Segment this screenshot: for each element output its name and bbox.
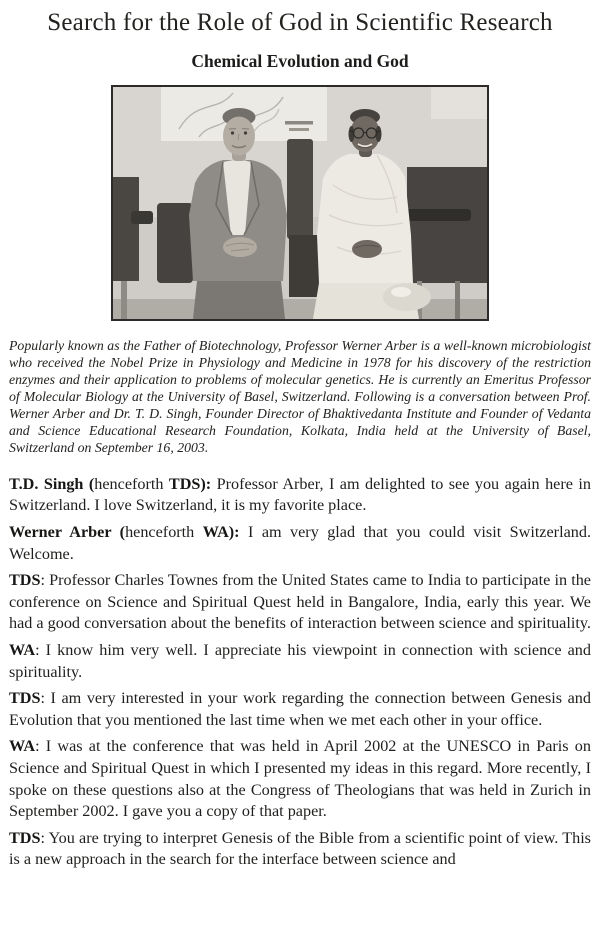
speaker-tag-bold: WA [9, 737, 36, 756]
speaker-tag-bold: TDS [9, 828, 41, 847]
dialogue-paragraph-tds-3 [9, 688, 591, 731]
speaker-infix: henceforth [94, 474, 169, 493]
speech-text: : I know him very well. I appreciate his viewpoint in connection with science and spirituality. [9, 641, 591, 681]
photo-werner-arber-and-td-singh [113, 87, 487, 319]
speaker-infix: henceforth [125, 523, 203, 542]
dialogue-paragraph-wa-1 [9, 522, 591, 565]
speaker-tag-bold: TDS): [168, 474, 212, 493]
speaker-tag-bold: WA [9, 641, 36, 660]
dialogue-paragraph-wa-2 [9, 640, 591, 683]
speaker-name-bold: T.D. Singh ( [9, 474, 95, 493]
speaker-name-bold: Werner Arber ( [9, 523, 126, 542]
speech-text: : I am very interested in your work regarding the connection between Genesis and Evolution that you mentioned the last time when we met each other in your office. [9, 689, 591, 729]
speaker-tag-bold: TDS [9, 689, 41, 708]
dialogue-paragraph-tds-4 [9, 828, 591, 871]
dialogue-paragraph-wa-3 [9, 736, 591, 822]
speech-text: I am very glad that you could visit Switzerland. Welcome. [9, 523, 591, 563]
dialogue-paragraph-tds-2 [9, 570, 591, 635]
speech-text: : You are trying to interpret Genesis of the Bible from a scientific point of view. This is a new approach in the search for the interface between science and [9, 828, 591, 869]
speech-text: : I was at the conference that was held in April 2002 at the UNESCO in Paris on Science and Spiritual Quest in which I presented my ideas in this regard. More recently, I spoke on these questions also at the Congress of Theologians that was held in Zurich in September 2002. I gave you a copy of that paper. [9, 737, 591, 821]
document-page [0, 9, 600, 871]
photo-frame [111, 85, 489, 321]
speech-text: Professor Arber, I am delighted to see you again here in Switzerland. I love Switzerland, it is my favorite place. [9, 474, 591, 515]
speaker-tag-bold: TDS [9, 571, 41, 590]
speaker-tag-bold: WA): [202, 523, 240, 542]
intro-paragraph: Popularly known as the Father of Biotechnology, Professor Werner Arber is a well-known microbiologist who received the Nobel Prize in Physiology and Medicine in 1978 for his discovery of the restriction enzymes and their application to problems of molecular genetics. He is currently an Emeritus Professor of Molecular Biology at the University of Basel, Switzerland. Following is a conversation between Prof. Werner Arber and Dr. T. D. Singh, Founder Director of Bhaktivedanta Institute and Founder of Vedanta and Science Educational Research Foundation, Kolkata, India held at the University of Basel, Switzerland on September 16, 2003. [9, 337, 591, 455]
page-subtitle: Chemical Evolution and God [191, 50, 409, 71]
page-title: Search for the Role of God in Scientific Research [47, 9, 553, 36]
dialogue-paragraph-tds-1 [9, 474, 591, 517]
speech-text: : Professor Charles Townes from the United States came to India to participate in the conference on Science and Spiritual Quest held in Bangalore, India, early this year. We had a good conversation about the benefits of interaction between science and spirituality. [9, 571, 591, 633]
dialogue-section [9, 474, 591, 871]
